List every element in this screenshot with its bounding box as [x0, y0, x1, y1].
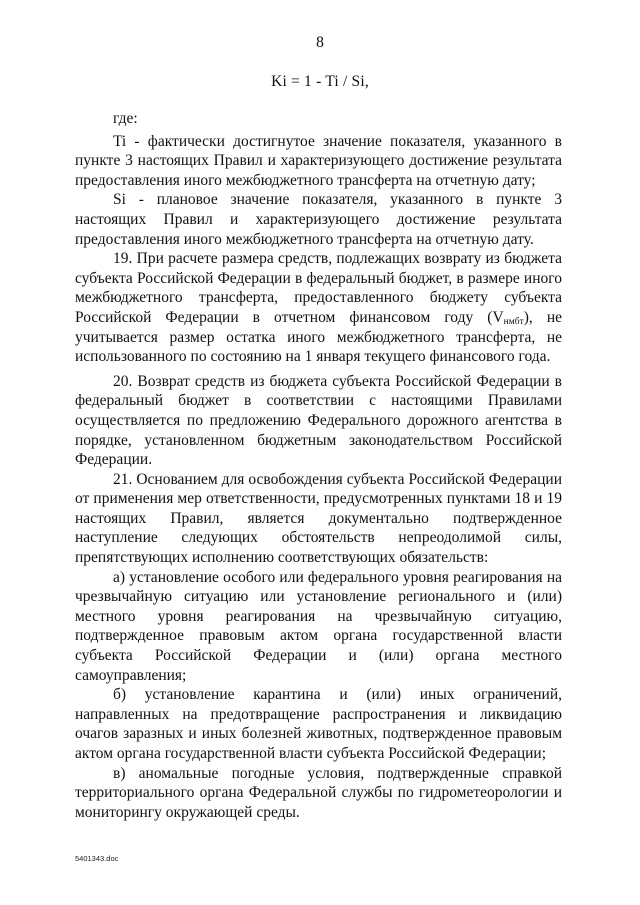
- formula: Ki = 1 - Ti / Si,: [271, 73, 369, 90]
- paragraph-19-part-2: ), не учитывается размер остатка иного межбюджетного трансферта, не использованного по состоянию на 1 января текущего финансового года.: [75, 308, 562, 366]
- paragraph-19-part-1: 19. При расчете размера средств, подлежащих возврату из бюджета субъекта Российской Федерации в федеральный бюджет, в размере иного межбюджетного трансферта, предоставленного бюджету субъекта Российской Федерации в отчетном финансовом году (V: [75, 250, 562, 326]
- paragraph-si-definition: Si - плановое значение показателя, указанного в пункте 3 настоящих Правил и характеризующего достижение результата предоставления иного межбюджетного трансферта на отчетную дату.: [75, 191, 562, 248]
- paragraph-20: 20. Возврат средств из бюджета субъекта Российской Федерации в федеральный бюджет в соответствии с настоящими Правилами осуществляется по предложению Федерального дорожного агентства в порядке, установленном бюджетным законодательством Российской Федерации.: [75, 372, 562, 469]
- v-subscript: нмбт: [503, 316, 524, 327]
- paragraph-ti-definition: Ti - фактически достигнутое значение показателя, указанного в пункте 3 настоящих Правил и характеризующего достижение результата предоставления иного межбюджетного трансферта на отчетную дату;: [75, 132, 562, 189]
- paragraph-21-a: а) установление особого или федерального уровня реагирования на чрезвычайную ситуацию или установление регионального и (или) местного уровня реагирования на чрезвычайную ситуацию, подтвержденное правовым актом органа государственной власти субъекта Российской Федерации и (или) органа местного самоуправления;: [75, 568, 562, 684]
- page-number: 8: [316, 34, 324, 51]
- paragraph-19: [75, 249, 562, 367]
- paragraph-21-b: б) установление карантина и (или) иных ограничений, направленных на предотвращение распространения и ликвидацию очагов заразных и иных болезней животных, подтвержденное правовым актом органа государственной власти субъекта Российской Федерации;: [75, 686, 562, 762]
- where-label: где:: [113, 110, 138, 127]
- document-body: [75, 109, 562, 822]
- paragraph-21: 21. Основанием для освобождения субъекта Российской Федерации от применения мер ответственности, предусмотренных пунктами 18 и 19 настоящих Правил, является документально подтвержденное наступление следующих обстоятельств непреодолимой силы, препятствующих исполнению соответствующих обязательств:: [75, 470, 562, 567]
- paragraph-21-c: в) аномальные погодные условия, подтвержденные справкой территориального органа Федеральной службы по гидрометеорологии и мониторингу окружающей среды.: [75, 764, 562, 821]
- footer-filename: 5401343.doc: [75, 854, 119, 863]
